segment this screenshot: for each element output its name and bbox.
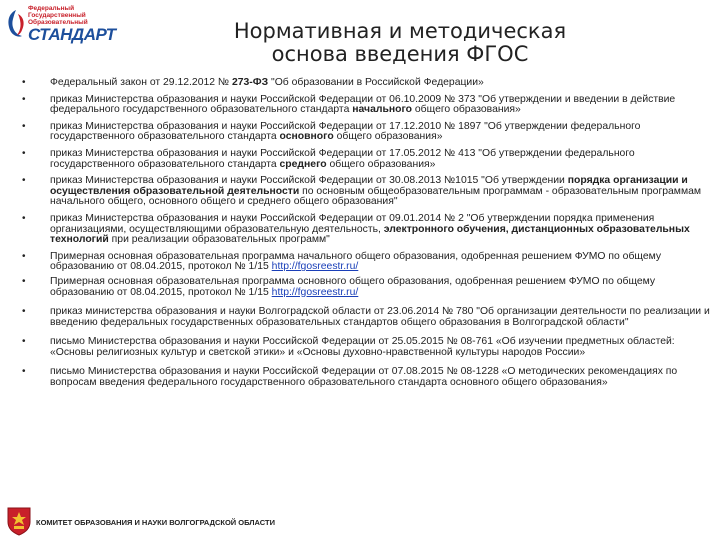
footer xyxy=(6,506,326,536)
footer-organization: КОМИТЕТ ОБРАЗОВАНИЯ И НАУКИ ВОЛГОГРАДСКОЙ ОБЛАСТИ xyxy=(36,518,275,527)
fgosreestr-link[interactable]: http://fgosreestr.ru/ xyxy=(271,261,359,273)
item-text: приказ Министерства образования и науки Российской Федерации от 30.08.2013 №1015 "Об утверждении xyxy=(50,175,568,187)
item-text: при реализации образовательных программ" xyxy=(108,234,330,246)
item-text: общего образования» xyxy=(412,104,521,116)
item-text: "Об образовании в Российской Федерации» xyxy=(268,77,484,88)
item-emphasis: порядка организации и осуществления образовательной деятельности xyxy=(50,175,688,197)
list-item xyxy=(22,277,712,298)
item-text: письмо Министерства образования и науки Российской Федерации от 07.08.2015 № 08-1228 «О методических рекомендациях по вопросам введения федерального государственного образовательного стандарта основного общего образования» xyxy=(50,366,678,389)
list-item xyxy=(22,95,712,116)
fgosreestr-link[interactable]: http://fgosreestr.ru/ xyxy=(271,286,359,298)
fgos-logo xyxy=(4,4,122,44)
page-title-line2: основа введения ФГОС xyxy=(271,42,529,66)
logo-wordmark: СТАНДАРТ xyxy=(28,25,116,44)
item-text: приказ Министерства образования и науки Российской Федерации от 17.05.2012 № 413 "Об утверждении федерального государственного образовательного стандарта xyxy=(50,147,635,170)
logo-caption-line3: Образовательный xyxy=(28,19,88,26)
list-item xyxy=(22,307,712,328)
list-item xyxy=(22,252,712,273)
fgos-logo-mark-icon xyxy=(4,8,28,40)
item-emphasis: среднего xyxy=(279,158,327,170)
page-title-line1: Нормативная и методическая xyxy=(233,19,567,43)
item-text: общего образования» xyxy=(326,158,436,170)
page-title xyxy=(150,20,650,66)
item-text: по основным общеобразовательным программам - образовательным программам начального общего, основного общего и среднего общего образования" xyxy=(50,185,702,208)
item-text: Примерная основная образовательная программа начального общего образования, одобренная решением ФУМО по общему образованию от 08.04.2015, протокол № 1/15 xyxy=(50,250,662,273)
item-text: приказ Министерства образования и науки Российской Федерации от 06.10.2009 № 373 "Об утверждении и введении в действие федерального государственного образовательного стандарта xyxy=(50,93,676,116)
item-emphasis: основного xyxy=(279,131,334,143)
list-item xyxy=(22,176,712,208)
logo-caption-line2: Государственный xyxy=(28,12,86,19)
item-text: приказ министерства образования и науки Волгоградской области от 23.06.2014 № 780 "Об организации деятельности по реализации и введению федеральных государственных образовательных стандартов общего образования в Волгоградской области" xyxy=(50,306,710,328)
list-item xyxy=(22,149,712,170)
list-item xyxy=(22,337,712,358)
item-emphasis: 273-ФЗ xyxy=(231,77,269,88)
item-text: Федеральный закон от 29.12.2012 № xyxy=(50,77,232,88)
list-item xyxy=(22,214,712,246)
item-emphasis: электронного обучения, дистанционных образовательных технологий xyxy=(50,223,690,246)
list-item xyxy=(22,122,712,143)
item-text: приказ Министерства образования и науки Российской Федерации от 09.01.2014 № 2 "Об утверждении порядка применения организациями, осуществляющими образовательную деятельность, xyxy=(50,212,655,235)
item-text: Примерная основная образовательная программа основного общего образования, одобренная решением ФУМО по общему образованию от 08.04.2015, протокол № 1/15 xyxy=(50,275,656,298)
list-item xyxy=(22,367,712,388)
logo-caption xyxy=(28,5,88,26)
logo-caption-line1: Федеральный xyxy=(28,5,75,12)
item-emphasis: начального xyxy=(352,104,413,116)
item-text: общего образования» xyxy=(333,131,443,143)
document-list xyxy=(22,78,712,389)
item-text: приказ Министерства образования и науки Российской Федерации от 17.12.2010 № 1897 "Об утверждении федерального государственного образовательного стандарта xyxy=(50,120,641,143)
volgograd-coat-of-arms-icon xyxy=(6,506,32,536)
list-item xyxy=(22,78,712,89)
item-text: письмо Министерства образования и науки Российской Федерации от 25.05.2015 № 08-761 «Об изучении предметных областей: «Основы религиозных культур и светской этики» и «Основы духовно-нравственной культуры народов России» xyxy=(50,336,675,358)
